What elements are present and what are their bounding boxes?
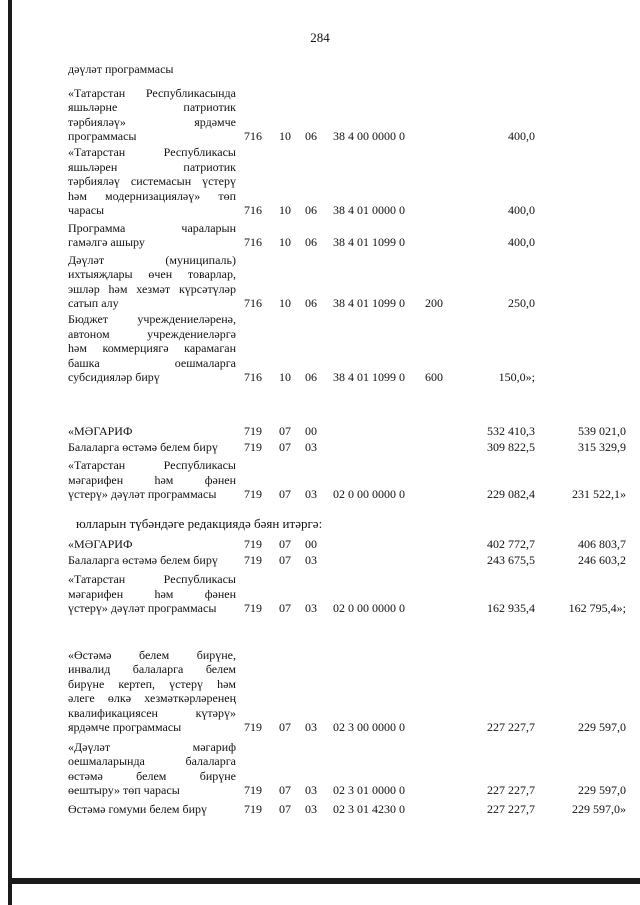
continuation-line: дәүләт программасы [68, 62, 174, 76]
amount-year-1: 229 082,4 [487, 487, 535, 501]
section-code: 07 [279, 802, 291, 816]
ministry-code: 716 [244, 296, 262, 310]
amount-year-1: 402 772,7 [487, 537, 535, 551]
description-line: үстерү» дәүләт программасы [68, 486, 217, 501]
description-line: мәгарифен һәм фәнен [68, 472, 236, 487]
amount-year-1: 227 227,7 [487, 720, 535, 734]
amount-year-1: 250,0 [508, 296, 535, 310]
description-line: «МӘГАРИФ [68, 424, 133, 438]
amount-year-2: 406 803,7 [578, 537, 626, 551]
amount-year-1: 400,0 [508, 203, 535, 217]
section-code: 07 [279, 537, 291, 551]
ministry-code: 716 [244, 203, 262, 217]
description-line: «Өстәмә белем бирүне, [68, 648, 236, 662]
ministry-code: 716 [244, 370, 262, 384]
description-line: әлеге өлкә хезмәткәрләренең [68, 691, 236, 706]
description-line: ихтыяҗлары өчен товарлар, [68, 267, 236, 282]
description-line: автоном учреждениеләргә [68, 326, 236, 341]
subsection-code: 03 [305, 487, 317, 501]
description-line: оешмаларында балаларга [68, 754, 236, 769]
section-code: 07 [279, 440, 291, 454]
section-code: 10 [279, 370, 291, 384]
description-line: бирүне кертеп, үстерү һәм [68, 676, 236, 691]
amount-year-2: 539 021,0 [578, 424, 626, 438]
table-row [0, 601, 640, 615]
amount-year-2: 231 522,1» [572, 487, 626, 501]
description-line: «Татарстан Республикасы [68, 458, 236, 473]
ministry-code: 719 [244, 553, 262, 567]
subsection-code: 00 [305, 537, 317, 551]
target-article-code: 02 3 01 4230 0 [333, 802, 405, 816]
amount-year-1: 309 822,5 [487, 440, 535, 454]
ministry-code: 719 [244, 440, 262, 454]
ministry-code: 719 [244, 424, 262, 438]
description-line: ярдәмче программасы [68, 719, 182, 734]
description-line: субсидияләр бирү [68, 369, 160, 384]
section-code: 07 [279, 783, 291, 797]
subsection-code: 03 [305, 802, 317, 816]
description-line: инвалид балаларга белем [68, 662, 236, 677]
amount-year-1: 162 935,4 [487, 601, 535, 615]
subsection-code: 03 [305, 553, 317, 567]
section-code: 07 [279, 487, 291, 501]
amount-year-2: 315 329,9 [578, 440, 626, 454]
description-line: үстерү» дәүләт программасы [68, 600, 217, 615]
subsection-code: 06 [305, 235, 317, 249]
description-line: «Татарстан Республикасында [68, 85, 236, 100]
description-line: «Татарстан Республикасы [68, 145, 236, 160]
table-row [0, 296, 640, 310]
target-article-code: 38 4 01 1099 0 [333, 296, 405, 310]
target-article-code: 02 0 00 0000 0 [333, 487, 405, 501]
amount-year-1: 227 227,7 [487, 802, 535, 816]
table-row [0, 802, 640, 816]
scan-bottom-border [8, 878, 640, 884]
description-line: гамәлгә ашыру [68, 234, 145, 249]
amount-year-2: 162 795,4»; [568, 601, 626, 615]
amount-year-2: 229 597,0 [578, 720, 626, 734]
description-line: Бюджет учреждениеләренә, [68, 312, 236, 327]
subsection-code: 03 [305, 783, 317, 797]
ministry-code: 719 [244, 487, 262, 501]
section-code: 10 [279, 296, 291, 310]
description-line: чарасы [68, 202, 105, 217]
table-row [0, 553, 640, 567]
expense-type-code: 200 [425, 296, 443, 310]
description-line: эшләр һәм хезмәт күрсәтүләр [68, 281, 236, 296]
amount-year-1: 227 227,7 [487, 783, 535, 797]
target-article-code: 02 3 00 0000 0 [333, 720, 405, 734]
description-line: өстәмә белем бирүне [68, 768, 236, 783]
amount-year-1: 400,0 [508, 129, 535, 143]
ministry-code: 716 [244, 235, 262, 249]
table-row [0, 440, 640, 454]
expense-type-code: 600 [425, 370, 443, 384]
target-article-code: 02 3 01 0000 0 [333, 783, 405, 797]
amount-year-1: 150,0»; [498, 370, 535, 384]
section-code: 07 [279, 553, 291, 567]
section-code: 07 [279, 720, 291, 734]
editorial-instruction: юлларын түбәндәге редакциядә бәян итәргә: [76, 516, 323, 531]
table-row [0, 537, 640, 551]
description-line: Өстәмә гомуми белем бирү [68, 802, 208, 816]
description-line: «Татарстан Республикасы [68, 572, 236, 587]
table-row [0, 487, 640, 501]
amount-year-1: 532 410,3 [487, 424, 535, 438]
description-line: өештыру» төп чарасы [68, 782, 180, 797]
description-line: сатып алу [68, 295, 119, 310]
table-row [0, 235, 640, 249]
ministry-code: 719 [244, 537, 262, 551]
table-row [0, 783, 640, 797]
description-line: тәрбияләү» ярдәмче [68, 114, 236, 129]
ministry-code: 719 [244, 783, 262, 797]
section-code: 07 [279, 424, 291, 438]
description-line: программасы [68, 128, 137, 143]
amount-year-1: 400,0 [508, 235, 535, 249]
description-line: Балаларга өстәмә белем бирү [68, 440, 218, 454]
target-article-code: 38 4 01 0000 0 [333, 203, 405, 217]
description-line: һәм модернизацияләү» төп [68, 188, 236, 203]
description-line: һәм коммерциягә карамаган [68, 341, 236, 356]
description-line: яшьләрне патриотик [68, 100, 236, 115]
table-row [0, 424, 640, 438]
target-article-code: 38 4 01 1099 0 [333, 235, 405, 249]
subsection-code: 06 [305, 129, 317, 143]
subsection-code: 00 [305, 424, 317, 438]
target-article-code: 38 4 00 0000 0 [333, 129, 405, 143]
amount-year-2: 229 597,0» [572, 802, 626, 816]
table-row [0, 370, 640, 384]
amount-year-2: 246 603,2 [578, 553, 626, 567]
section-code: 10 [279, 129, 291, 143]
ministry-code: 719 [244, 802, 262, 816]
section-code: 10 [279, 203, 291, 217]
section-code: 10 [279, 235, 291, 249]
description-line: тәрбияләү системасын үстерү [68, 174, 236, 189]
description-line: Дәүләт (муниципаль) [68, 252, 236, 267]
table-row [0, 720, 640, 734]
ministry-code: 719 [244, 720, 262, 734]
description-line: Балаларга өстәмә белем бирү [68, 553, 218, 567]
subsection-code: 06 [305, 296, 317, 310]
subsection-code: 06 [305, 203, 317, 217]
target-article-code: 02 0 00 0000 0 [333, 601, 405, 615]
table-row [0, 203, 640, 217]
subsection-code: 03 [305, 440, 317, 454]
page-number: 284 [310, 30, 330, 45]
description-line: башка оешмаларга [68, 355, 236, 370]
description-line: «МӘГАРИФ [68, 537, 133, 551]
section-code: 07 [279, 601, 291, 615]
description-line: Программа чараларын [68, 220, 236, 235]
description-line: «Дәүләт мәгариф [68, 739, 236, 754]
amount-year-1: 243 675,5 [487, 553, 535, 567]
ministry-code: 716 [244, 129, 262, 143]
description-line: квалификациясен күтәрү» [68, 705, 236, 720]
subsection-code: 03 [305, 601, 317, 615]
description-line: мәгарифен һәм фәнен [68, 586, 236, 601]
subsection-code: 06 [305, 370, 317, 384]
subsection-code: 03 [305, 720, 317, 734]
description-line: яшьләрен патриотик [68, 159, 236, 174]
amount-year-2: 229 597,0 [578, 783, 626, 797]
target-article-code: 38 4 01 1099 0 [333, 370, 405, 384]
table-row [0, 129, 640, 143]
ministry-code: 719 [244, 601, 262, 615]
